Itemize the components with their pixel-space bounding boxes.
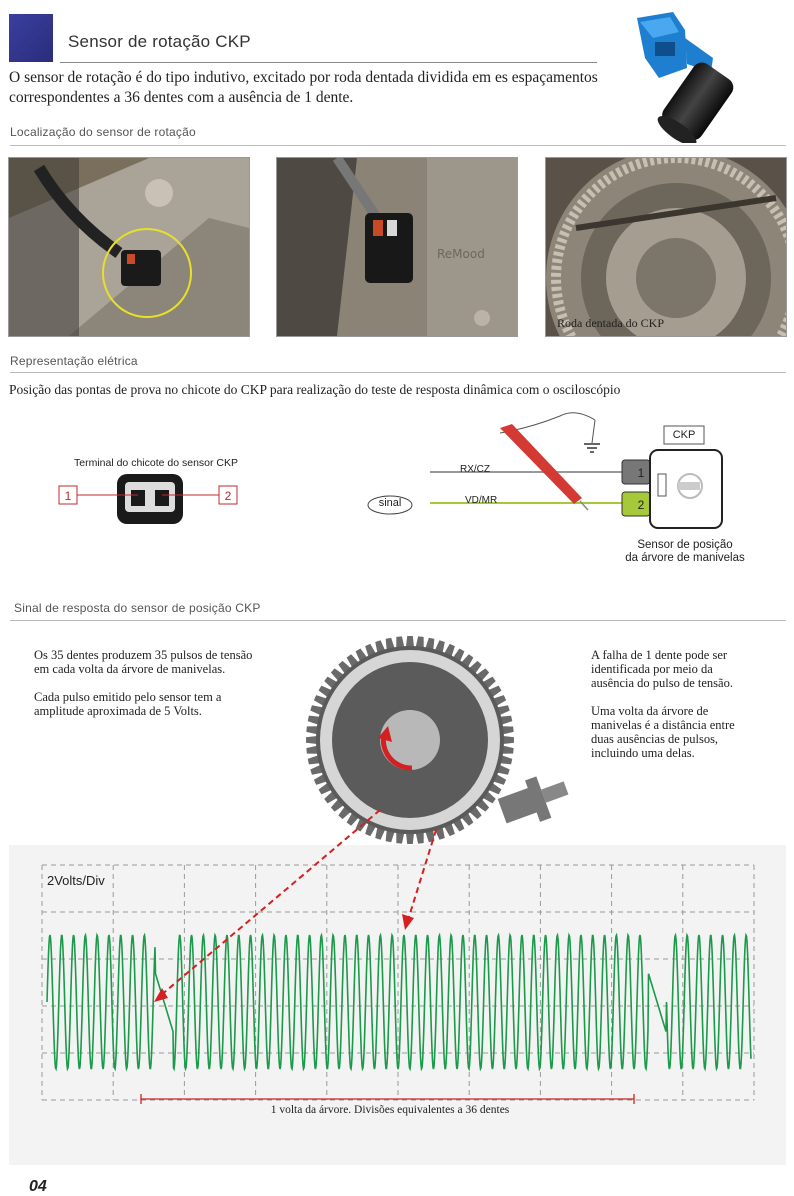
text-line: amplitude aproximada de 5 Volts. <box>34 704 202 718</box>
arrow-pulse <box>408 830 436 920</box>
connector-pin-2: 2 <box>224 489 232 503</box>
title-divider <box>60 62 597 63</box>
arrowhead <box>402 914 414 930</box>
sensor-description-line2: da árvore de manivelas <box>625 552 745 564</box>
photo-sensor-closeup <box>276 157 518 337</box>
section-title-electrical: Representação elétrica <box>10 354 138 368</box>
text-line: duas ausências de pulsos, <box>591 732 719 746</box>
page-title: Sensor de rotação CKP <box>68 32 251 51</box>
text-line: Uma volta da árvore de <box>591 704 709 718</box>
text-line: Os 35 dentes produzem 35 pulsos de tensão <box>34 648 253 662</box>
section-title-location: Localização do sensor de rotação <box>10 125 196 139</box>
connector-diagram <box>55 470 245 530</box>
photo-toothed-wheel <box>545 157 787 337</box>
connector-pin-1: 1 <box>64 489 72 503</box>
text-line: A falha de 1 dente pode ser <box>591 648 728 662</box>
sensor-description <box>600 539 770 565</box>
sensor-pin-1: 1 <box>637 466 645 480</box>
title-accent-block <box>9 14 53 62</box>
photo-caption: Roda dentada do CKP <box>557 316 664 330</box>
arrow-missing-tooth <box>160 810 380 996</box>
arrowhead <box>154 988 168 1002</box>
electrical-description: Posição das pontas de prova no chicote do CKP para realização do teste de resposta dinâmica com o osciloscópio <box>9 382 621 397</box>
text-line: ausência do pulso de tensão. <box>591 676 733 690</box>
revolution-label: 1 volta da árvore. Divisões equivalentes a 36 dentes <box>270 1104 510 1116</box>
sensor-description-line1: Sensor de posição <box>637 539 733 551</box>
section-divider <box>10 620 786 621</box>
ckp-sensor-image <box>615 8 750 143</box>
text-line: em cada volta da árvore de manivelas. <box>34 662 226 676</box>
page-number: 04 <box>29 1178 47 1195</box>
text-line: manivelas é a distância entre <box>591 718 735 732</box>
section-title-signal: Sinal de resposta do sensor de posição CKP <box>14 601 261 615</box>
signal-text-right <box>591 648 735 760</box>
text-line: identificada por meio da <box>591 662 713 676</box>
scope-scale-label: 2Volts/Div <box>47 873 105 888</box>
intro-text: O sensor de rotação é do tipo indutivo, excitado por roda dentada dividida em es espaçamentos correspondentes a 36 dentes com a ausência de 1 dente. <box>9 69 598 106</box>
sensor-pin-2: 2 <box>637 498 645 512</box>
connector-label: Terminal do chicote do sensor CKP <box>74 457 238 469</box>
text-line: incluindo uma delas. <box>591 746 695 760</box>
photo-sensor-engine <box>8 157 250 337</box>
section-divider <box>10 145 786 146</box>
wire-label-gray: RX/CZ <box>460 464 490 475</box>
ckp-label: CKP <box>672 429 696 441</box>
svg-text:ReMood: ReMood <box>437 247 485 261</box>
gap-arrows <box>140 800 460 1010</box>
wire-label-green: VD/MR <box>465 495 498 506</box>
signal-label: sinal <box>378 497 402 509</box>
text-line: Cada pulso emitido pelo sensor tem a <box>34 690 222 704</box>
signal-text-left <box>34 648 252 718</box>
section-divider <box>10 372 786 373</box>
